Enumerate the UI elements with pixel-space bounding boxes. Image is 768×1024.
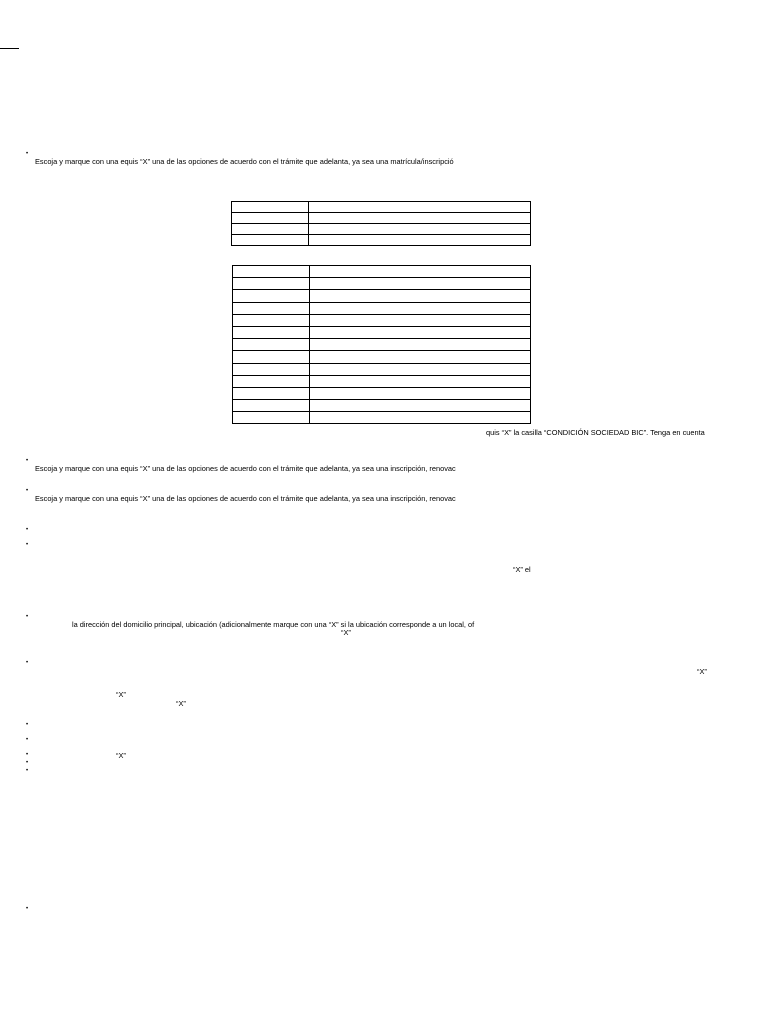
table-row [232,224,531,235]
table-cell[interactable] [309,235,531,246]
table-row [233,363,531,375]
table-cell[interactable] [233,266,310,278]
table-row [233,400,531,412]
table-cell[interactable] [233,387,310,399]
instruction-paragraph-4: la dirección del domicilio principal, ubicación (adicionalmente marque con una “X” si la ubicación corresponde a un local, of [72,620,475,629]
bullet-9: • [26,737,29,743]
x-mark-left-2: “X” [176,699,186,708]
table-row [233,326,531,338]
table-cell[interactable] [233,326,310,338]
table-row [233,302,531,314]
table-cell[interactable] [233,302,310,314]
table-cell[interactable] [310,302,531,314]
table-row [233,290,531,302]
table-cell[interactable] [233,351,310,363]
instruction-paragraph-2: Escoja y marque con una equis “X” una de las opciones de acuerdo con el trámite que adelanta, ya sea una inscripción, renovac [35,464,456,473]
instruction-paragraph-3: Escoja y marque con una equis “X” una de las opciones de acuerdo con el trámite que adelanta, ya sea una inscripción, renovac [35,494,456,503]
table-row [233,412,531,424]
bullet-8: • [26,722,29,728]
table-cell[interactable] [233,290,310,302]
x-mark-right: “X” [697,667,707,676]
table-cell[interactable] [310,314,531,326]
table-row [233,375,531,387]
table-cell[interactable] [233,400,310,412]
table-cell[interactable] [310,351,531,363]
table-cell[interactable] [232,235,309,246]
table-cell[interactable] [233,278,310,290]
table-row [233,351,531,363]
option-table-2 [232,265,531,424]
table-row [232,213,531,224]
table-cell[interactable] [233,412,310,424]
table-cell[interactable] [310,412,531,424]
bullet-3: • [26,488,29,494]
bullet-12: • [26,768,29,774]
table-cell[interactable] [310,339,531,351]
table-cell[interactable] [233,314,310,326]
table-row [233,387,531,399]
table-row [233,339,531,351]
top-left-rule [0,48,19,49]
instruction-paragraph-1: Escoja y marque con una equis “X” una de las opciones de acuerdo con el trámite que adelanta, ya sea una matrícula/inscripció [35,157,454,166]
table-cell[interactable] [233,363,310,375]
table-row [232,202,531,213]
table-cell[interactable] [309,213,531,224]
table-row [233,314,531,326]
bullet-2: • [26,458,29,464]
table-cell[interactable] [310,278,531,290]
table-cell[interactable] [310,387,531,399]
x-mark-left-1: “X” [116,690,126,699]
bullet-1: • [26,151,29,157]
bullet-10: • [26,752,29,758]
table-row [233,266,531,278]
table-cell[interactable] [309,202,531,213]
table-cell[interactable] [232,224,309,235]
bullet-7: • [26,660,29,666]
option-table-1 [231,201,531,246]
table-cell[interactable] [233,375,310,387]
bullet-6: • [26,614,29,620]
table-cell[interactable] [232,213,309,224]
table-row [232,235,531,246]
table-cell[interactable] [233,339,310,351]
table-cell[interactable] [309,224,531,235]
bullet-13: • [26,906,29,912]
table-cell[interactable] [232,202,309,213]
bullet-5: • [26,542,29,548]
table-cell[interactable] [310,363,531,375]
table-row [233,278,531,290]
x-mark-left-3: “X” [116,751,126,760]
table-cell[interactable] [310,326,531,338]
table-cell[interactable] [310,290,531,302]
table-cell[interactable] [310,266,531,278]
table-cell[interactable] [310,375,531,387]
bic-fragment: quis “X” la casilla “CONDICIÓN SOCIEDAD BIC”. Tenga en cuenta [486,428,705,437]
x-mark-below-paragraph-4: “X” [341,628,351,637]
bullet-11: • [26,760,29,766]
x-el-fragment: “X” el [513,565,531,574]
table-cell[interactable] [310,400,531,412]
bullet-4: • [26,527,29,533]
